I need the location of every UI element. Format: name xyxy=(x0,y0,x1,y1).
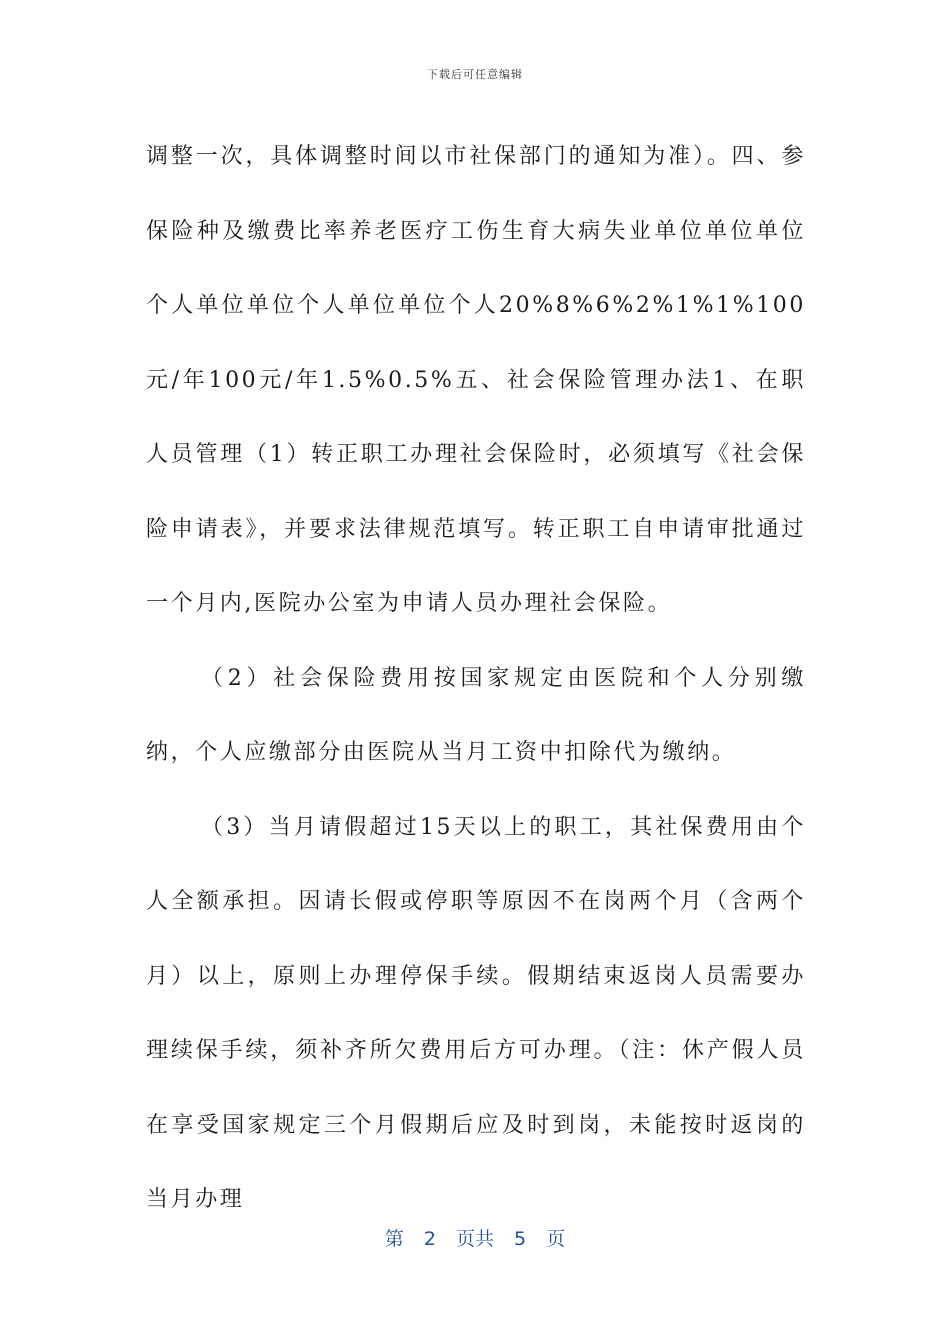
total-pages-number: 5 xyxy=(514,1228,527,1250)
footer-suffix: 页 xyxy=(546,1228,566,1250)
paragraph: 调整一次，具体调整时间以市社保部门的通知为准）。四、参保险种及缴费比率养老医疗工伤生育大病失业单位单位单位个人单位单位个人单位单位个人20%8%6%2%1%1%100元/年100元/年1.5%0.5%五、社会保险管理办法1、在职人员管理（1）转正职工办理社会保险时，必须填写《社会保险申请表》，并要求法律规范填写。转正职工自申请审批通过一个月内,医院办公室为申请人员办理社会保险。 xyxy=(146,144,806,616)
paragraph: （3）当月请假超过15天以上的职工，其社保费用由个人全额承担。因请长假或停职等原因不在岗两个月（含两个月）以上，原则上办理停保手续。假期结束返岗人员需要办理续保手续，须补齐所欠费用后方可办理。（注：休产假人员在享受国家规定三个月假期后应及时到岗，未能按时返岗的当月办理 xyxy=(146,814,806,1212)
document-body xyxy=(146,120,806,1238)
footer-prefix: 第 xyxy=(384,1228,404,1250)
paragraph: （2）社会保险费用按国家规定由医院和个人分别缴纳，个人应缴部分由医院从当月工资中扣除代为缴纳。 xyxy=(146,665,806,765)
footer-middle: 页共 xyxy=(455,1228,494,1250)
header-note: 下载后可任意编辑 xyxy=(427,68,523,81)
page-number-footer xyxy=(0,1224,950,1251)
current-page-number: 2 xyxy=(423,1228,436,1250)
